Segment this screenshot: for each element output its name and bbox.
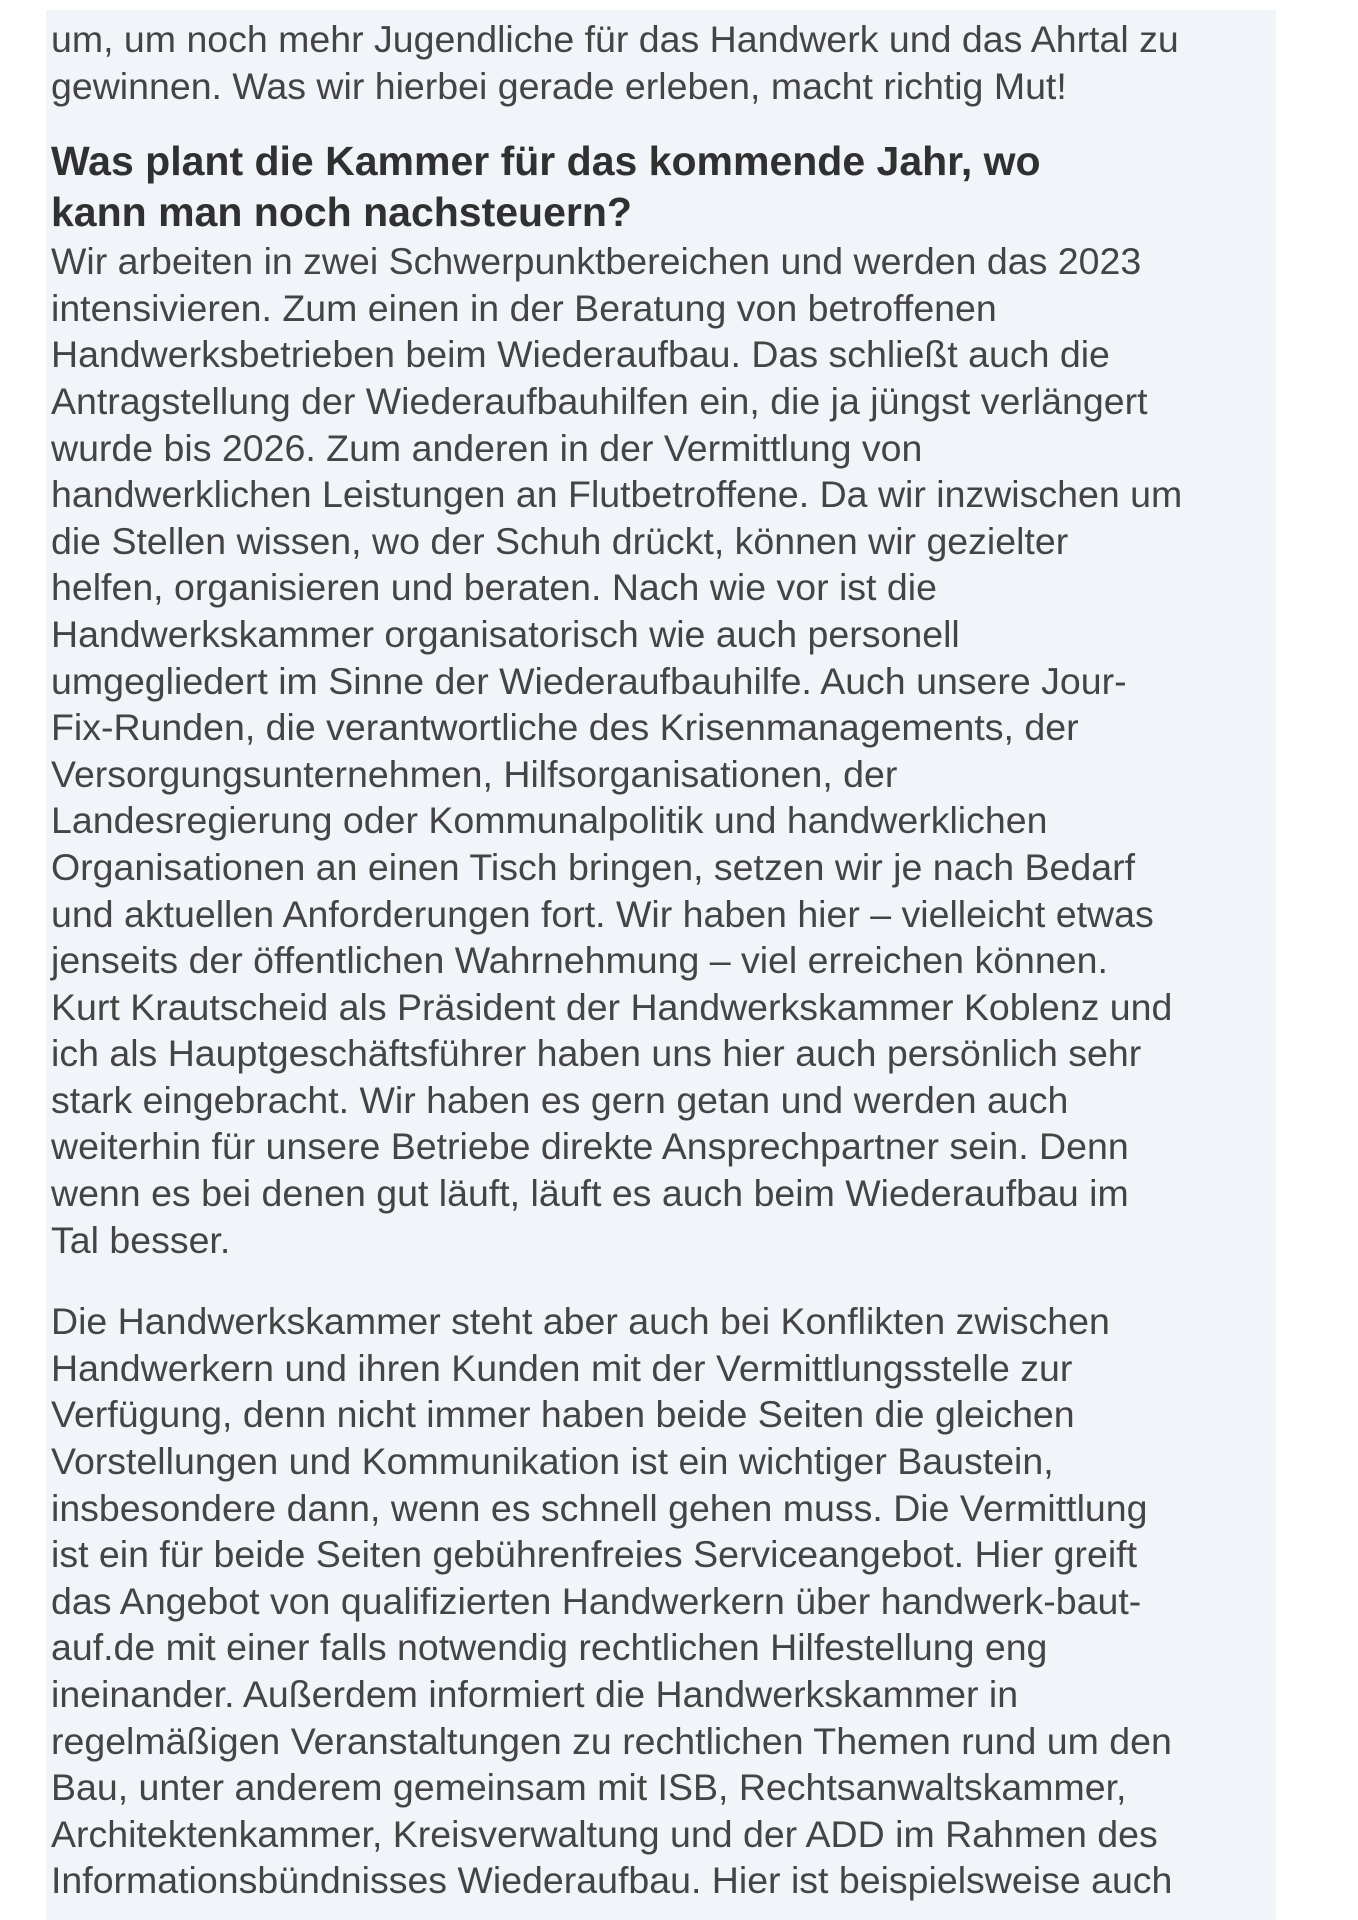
text-line: Verfügung, denn nicht immer haben beide Seiten die gleichen xyxy=(51,1393,1075,1436)
text-line: das Angebot von qualifizierten Handwerkern über handwerk-baut- xyxy=(51,1579,1142,1622)
text-line: wenn es bei denen gut läuft, läuft es auch beim Wiederaufbau im xyxy=(51,1172,1129,1215)
text-line: Antragstellung der Wiederaufbauhilfen ein, die ja jüngst verlängert xyxy=(51,379,1148,422)
text-line: Versorgungsunternehmen, Hilfsorganisationen, der xyxy=(51,752,898,795)
paragraph-1 xyxy=(51,238,1276,1263)
text-line: Die Handwerkskammer steht aber auch bei Konflikten zwischen xyxy=(51,1300,1110,1343)
text-line: auf.de mit einer falls notwendig rechtlichen Hilfestellung eng xyxy=(51,1626,1048,1669)
document-body xyxy=(51,16,1276,1904)
text-line: Tal besser. xyxy=(51,1218,231,1261)
text-line: helfen, organisieren und beraten. Nach wie vor ist die xyxy=(51,566,937,609)
text-line: Landesregierung oder Kommunalpolitik und handwerklichen xyxy=(51,799,1048,842)
text-line: handwerklichen Leistungen an Flutbetroffene. Da wir inzwischen um xyxy=(51,473,1183,516)
text-line: ich als Hauptgeschäftsführer haben uns hier auch persönlich sehr xyxy=(51,1032,1142,1075)
text-line: Handwerkskammer organisatorisch wie auch personell xyxy=(51,612,960,655)
document-page xyxy=(46,10,1276,1920)
text-line: gewinnen. Was wir hierbei gerade erleben, macht richtig Mut! xyxy=(51,64,1067,107)
text-line: und aktuellen Anforderungen fort. Wir haben hier – vielleicht etwas xyxy=(51,892,1154,935)
text-line: Handwerksbetrieben beim Wiederaufbau. Das schließt auch die xyxy=(51,333,1110,376)
text-line: Fix-Runden, die verantwortliche des Krisenmanagements, der xyxy=(51,706,1079,749)
text-line: jenseits der öffentlichen Wahrnehmung – viel erreichen können. xyxy=(51,939,1108,982)
text-line: insbesondere dann, wenn es schnell gehen muss. Die Vermittlung xyxy=(51,1486,1148,1529)
text-line: umgegliedert im Sinne der Wiederaufbauhilfe. Auch unsere Jour- xyxy=(51,659,1127,702)
text-line: Vorstellungen und Kommunikation ist ein wichtiger Baustein, xyxy=(51,1440,1054,1483)
text-line: Architektenkammer, Kreisverwaltung und der ADD im Rahmen des xyxy=(51,1812,1158,1855)
text-line: intensivieren. Zum einen in der Beratung von betroffenen xyxy=(51,286,997,329)
text-line: weiterhin für unsere Betriebe direkte Ansprechpartner sein. Denn xyxy=(51,1125,1129,1168)
text-line: Informationsbündnisses Wiederaufbau. Hier ist beispielsweise auch xyxy=(51,1859,1173,1902)
heading-line: Was plant die Kammer für das kommende Jahr, wo xyxy=(51,138,1041,185)
text-line: ist ein für beide Seiten gebührenfreies Serviceangebot. Hier greift xyxy=(51,1533,1138,1576)
text-line: stark eingebracht. Wir haben es gern getan und werden auch xyxy=(51,1078,1069,1121)
text-line: regelmäßigen Veranstaltungen zu rechtlichen Themen rund um den xyxy=(51,1719,1172,1762)
text-line: Bau, unter anderem gemeinsam mit ISB, Rechtsanwaltskammer, xyxy=(51,1766,1127,1809)
text-line: Wir arbeiten in zwei Schwerpunktbereichen und werden das 2023 xyxy=(51,240,1142,283)
heading-line: kann man noch nachsteuern? xyxy=(51,189,632,236)
text-line: die Stellen wissen, wo der Schuh drückt, können wir gezielter xyxy=(51,519,1069,562)
intro-paragraph xyxy=(51,16,1276,109)
text-line: ineinander. Außerdem informiert die Handwerkskammer in xyxy=(51,1673,1019,1715)
section-heading xyxy=(51,136,1276,238)
text-line: wurde bis 2026. Zum anderen in der Vermittlung von xyxy=(51,426,923,469)
paragraph-2 xyxy=(51,1298,1276,1904)
text-line: Handwerkern und ihren Kunden mit der Vermittlungsstelle zur xyxy=(51,1346,1073,1389)
text-line: um, um noch mehr Jugendliche für das Handwerk und das Ahrtal zu xyxy=(51,18,1179,60)
text-line: Organisationen an einen Tisch bringen, setzen wir je nach Bedarf xyxy=(51,845,1135,888)
text-line: Kurt Krautscheid als Präsident der Handwerkskammer Koblenz und xyxy=(51,985,1173,1028)
